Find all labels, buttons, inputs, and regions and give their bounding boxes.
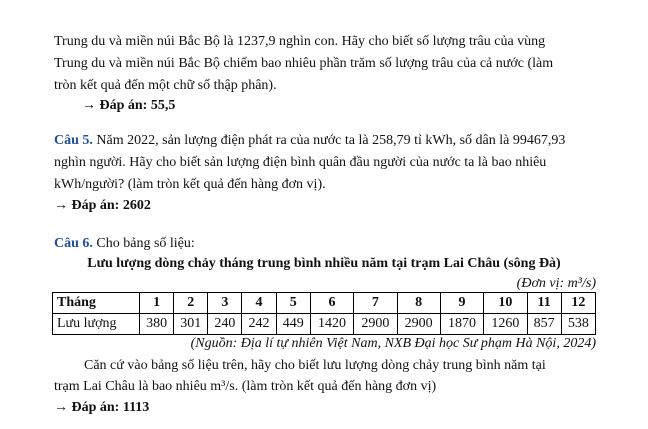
header-cell: 10 bbox=[484, 293, 527, 314]
q6-line-2: trạm Lai Châu là bao nhiêu m³/s. (làm tròn kết quả đến hàng đơn vị) bbox=[54, 379, 437, 394]
data-cell: 301 bbox=[174, 314, 208, 335]
data-cell: 380 bbox=[140, 314, 174, 335]
q5-line-1 bbox=[54, 131, 565, 151]
q6-line-1: Căn cứ vào bảng số liệu trên, hãy cho biết lưu lượng dòng chảy trung bình năm tại bbox=[84, 358, 546, 373]
header-cell: 2 bbox=[174, 293, 208, 314]
data-cell: Lưu lượng bbox=[53, 314, 140, 335]
header-cell: 3 bbox=[208, 293, 242, 314]
q5-label: Câu 5. bbox=[54, 133, 93, 148]
table-header-row bbox=[53, 293, 596, 314]
data-cell: 242 bbox=[242, 314, 276, 335]
data-cell: 240 bbox=[208, 314, 242, 335]
intro-line-2: Trung du và miền núi Bắc Bộ chiếm bao nhiêu phần trăm số lượng trâu của cả nước (làm bbox=[54, 56, 554, 71]
header-cell: 8 bbox=[397, 293, 440, 314]
header-cell: 11 bbox=[527, 293, 561, 314]
header-cell: 9 bbox=[440, 293, 483, 314]
header-cell: 6 bbox=[310, 293, 353, 314]
q5-answer: → Đáp án: 2602 bbox=[54, 198, 151, 213]
header-cell: 12 bbox=[561, 293, 595, 314]
data-cell: 449 bbox=[276, 314, 310, 335]
q6-label: Câu 6. bbox=[54, 236, 93, 251]
data-cell: 538 bbox=[561, 314, 595, 335]
data-cell: 2900 bbox=[397, 314, 440, 335]
q6-answer: → Đáp án: 1113 bbox=[54, 400, 150, 415]
intro-line-1: Trung du và miền núi Bắc Bộ là 1237,9 nghìn con. Hãy cho biết số lượng trâu của vùng bbox=[54, 34, 546, 49]
table-title: Lưu lượng dòng chảy tháng trung bình nhiều năm tại trạm Lai Châu (sông Đà) bbox=[87, 256, 561, 271]
q6-line-prompt bbox=[54, 234, 195, 254]
header-cell: 1 bbox=[140, 293, 174, 314]
header-cell: Tháng bbox=[53, 293, 140, 314]
header-cell: 5 bbox=[276, 293, 310, 314]
q5-text-1: Năm 2022, sản lượng điện phát ra của nước ta là 258,79 tỉ kWh, số dân là 99467,93 bbox=[96, 133, 566, 148]
table-unit: (Đơn vị: m³/s) bbox=[516, 276, 596, 291]
q5-line-2: nghìn người. Hãy cho biết sản lượng điện bình quân đầu người của nước ta là bao nhiêu bbox=[54, 155, 547, 170]
data-cell: 857 bbox=[527, 314, 561, 335]
table-row bbox=[53, 314, 596, 335]
header-cell: 7 bbox=[354, 293, 397, 314]
table-source: (Nguồn: Địa lí tự nhiên Việt Nam, NXB Đại học Sư phạm Hà Nội, 2024) bbox=[190, 336, 596, 351]
data-cell: 2900 bbox=[354, 314, 397, 335]
data-cell: 1260 bbox=[484, 314, 527, 335]
discharge-table bbox=[52, 292, 596, 335]
data-cell: 1870 bbox=[440, 314, 483, 335]
intro-line-3: tròn kết quả đến một chữ số thập phân). bbox=[54, 78, 277, 93]
data-cell: 1420 bbox=[310, 314, 353, 335]
header-cell: 4 bbox=[242, 293, 276, 314]
intro-answer: → Đáp án: 55,5 bbox=[82, 98, 176, 113]
q6-prompt: Cho bảng số liệu: bbox=[96, 236, 195, 251]
q5-line-3: kWh/người? (làm tròn kết quả đến hàng đơn vị). bbox=[54, 177, 326, 192]
